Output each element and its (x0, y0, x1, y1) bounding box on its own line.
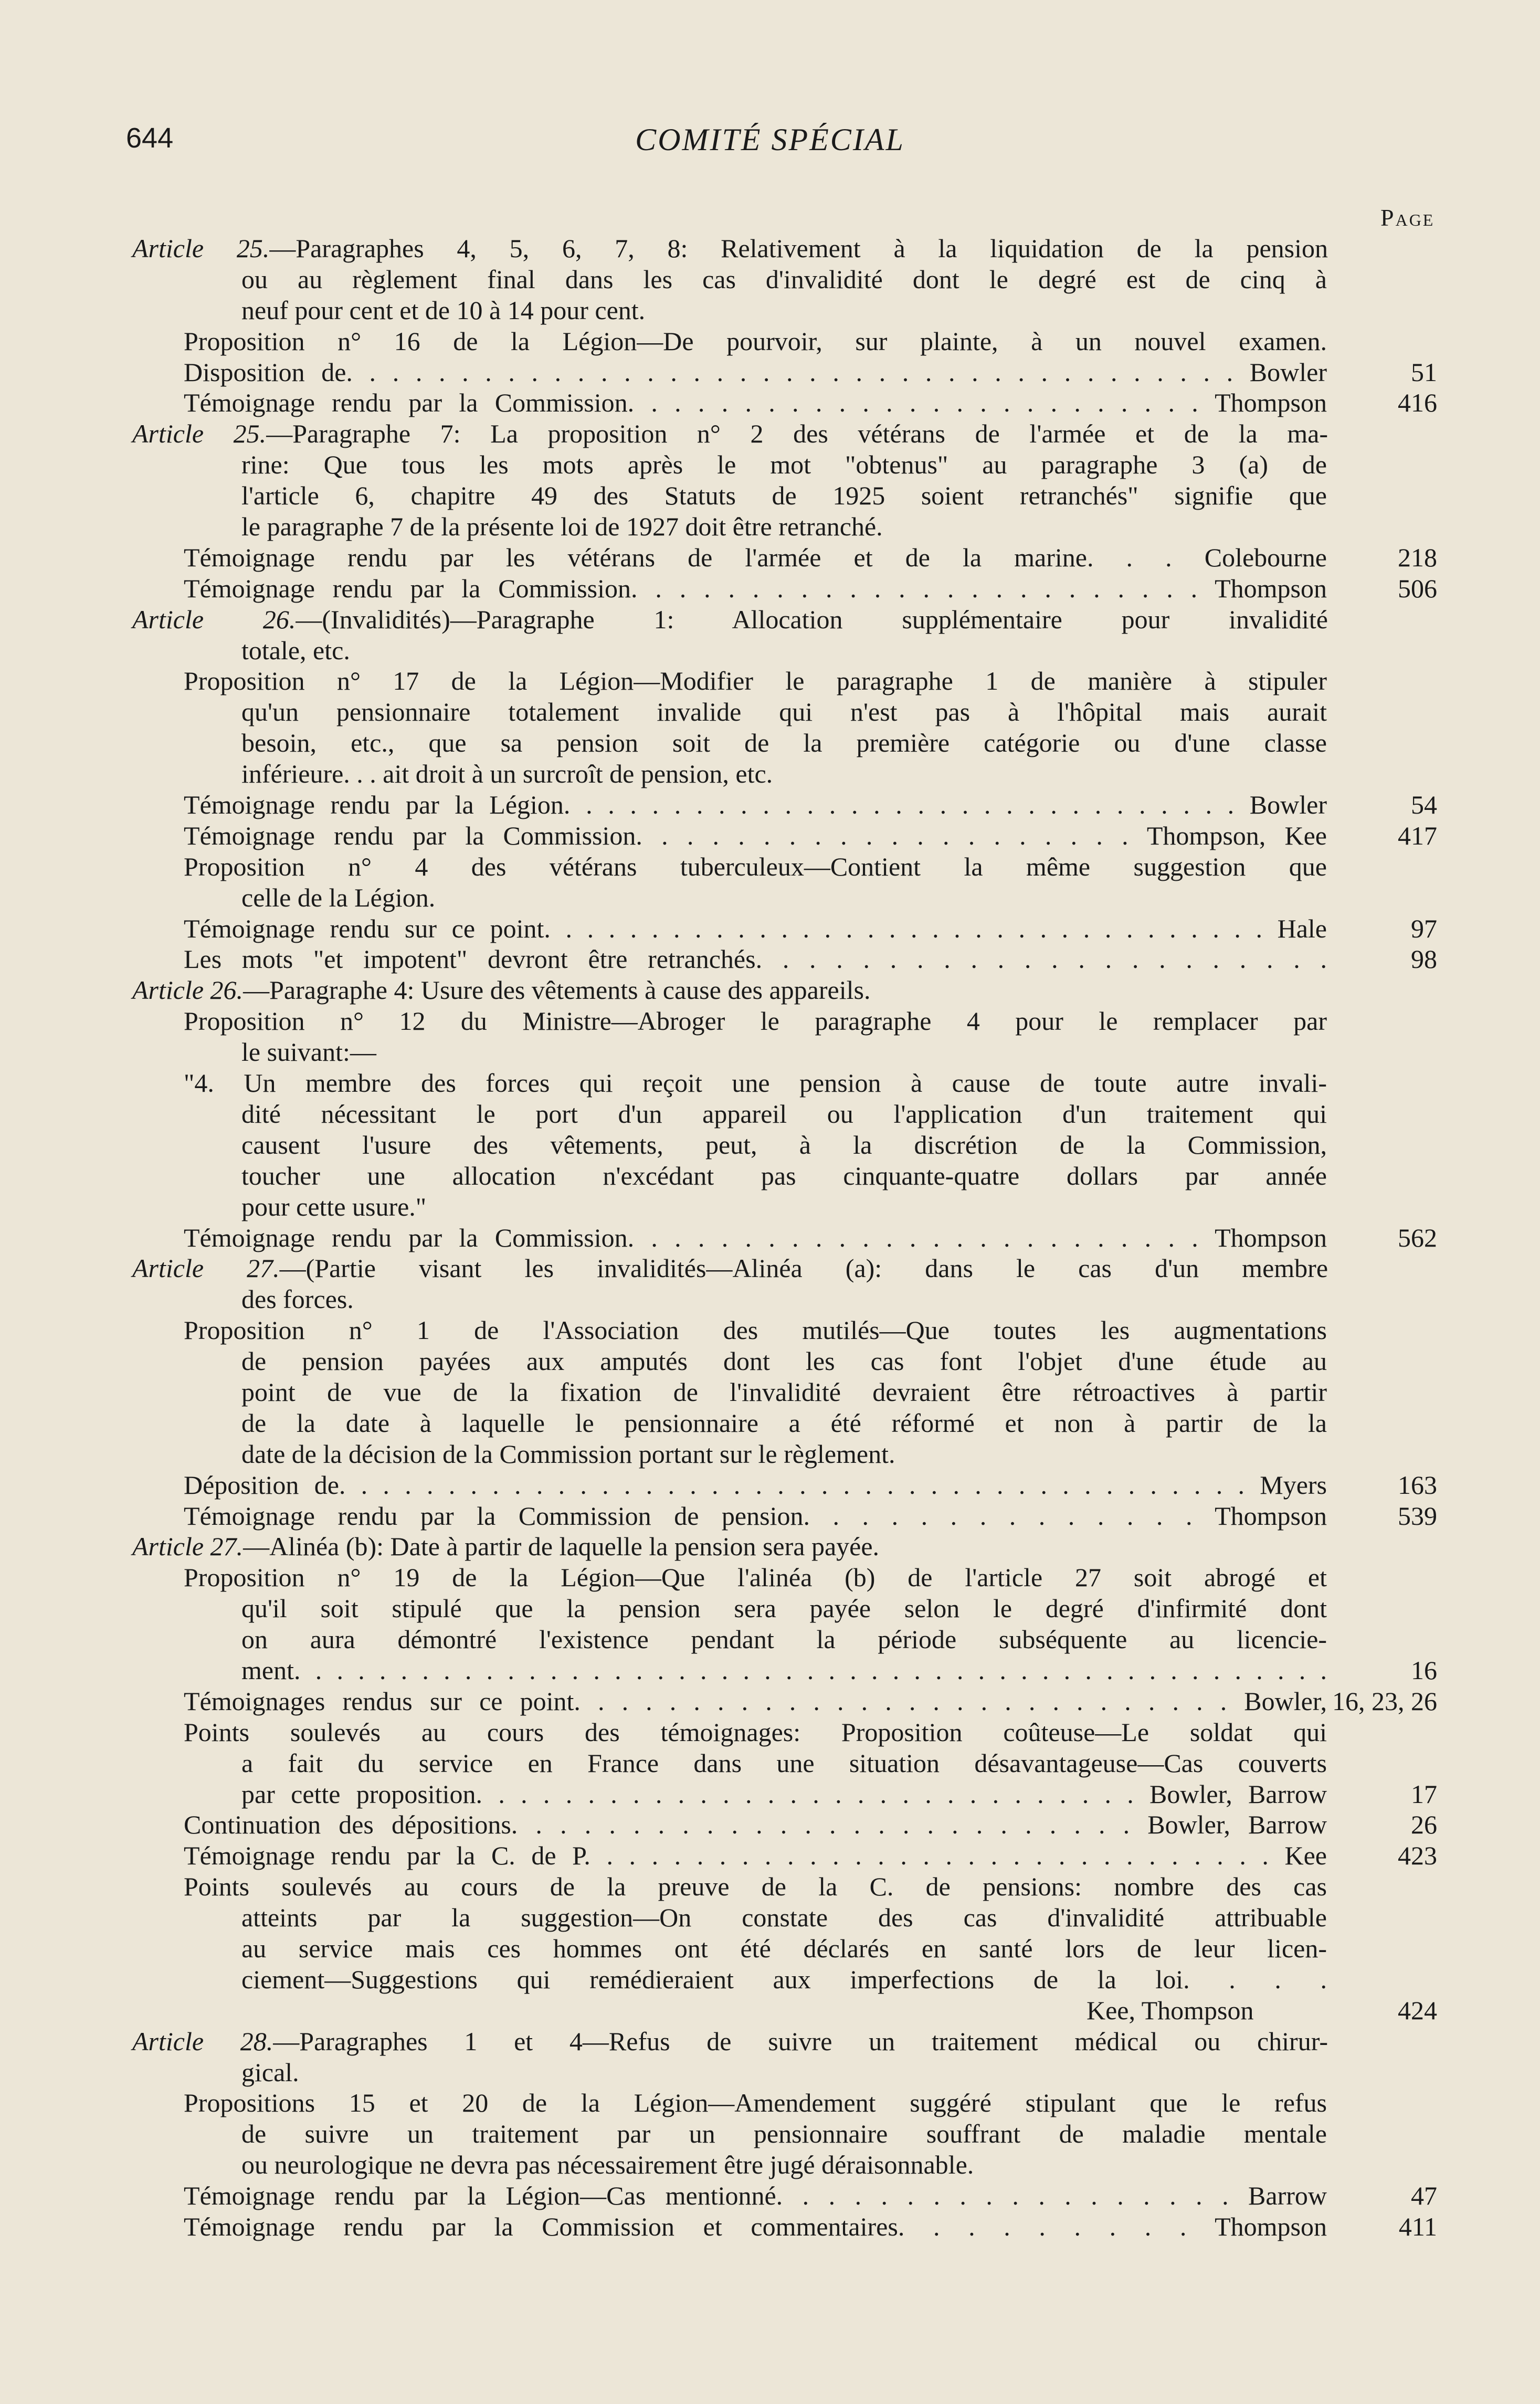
index-line (0, 1840, 1540, 1871)
page-reference: 97 (1411, 913, 1437, 943)
entry-text: "4. Un membre des forces qui reçoit une pension à cause de toute autre invali- (184, 1068, 1327, 1098)
index-line (0, 1748, 1540, 1779)
index-line-text (241, 1655, 1327, 1686)
page-reference: 411 (1398, 2212, 1437, 2241)
index-line (0, 1501, 1540, 1532)
index-line-text (132, 418, 1328, 449)
index-line (0, 1408, 1540, 1439)
index-line (0, 387, 1540, 418)
index-line (0, 1377, 1540, 1408)
page-reference: 539 (1398, 1501, 1437, 1531)
index-line-text (184, 851, 1327, 882)
index-line-text (241, 295, 645, 326)
entry-text: le paragraphe 7 de la présente loi de 1927 doit être retranché. (241, 512, 883, 542)
index-line-text (241, 1161, 1327, 1192)
entry-text: inférieure. . . ait droit à un surcroît de pension, etc. (241, 759, 773, 789)
index-line-text (241, 1779, 1327, 1810)
article-heading: Article 25. (132, 234, 270, 263)
index-line (0, 1779, 1540, 1810)
index-line (0, 1037, 1540, 1068)
index-line (0, 233, 1540, 264)
index-line (0, 1933, 1540, 1964)
index-line (0, 1562, 1540, 1593)
index-line-text (184, 820, 1327, 851)
index-line (0, 697, 1540, 727)
index-line-text (241, 2118, 1327, 2149)
index-line-text (184, 387, 1327, 418)
entry-text: Déposition de. . . . . . . . . . . . . . . . . . . . . . . . . . . . . . . . . . . . . . . . . . Myers (184, 1470, 1327, 1500)
index-line-text (184, 357, 1327, 388)
page-reference: 98 (1411, 944, 1437, 974)
index-line-text (241, 1130, 1327, 1161)
index-line (0, 1686, 1540, 1717)
index-line (0, 1130, 1540, 1161)
index-line (0, 295, 1540, 326)
index-line (0, 2087, 1540, 2118)
index-line-text (241, 1037, 376, 1068)
index-line-text (241, 758, 773, 789)
entry-text: Proposition n° 17 de la Légion—Modifier le paragraphe 1 de manière à stipuler (184, 666, 1327, 696)
index-line (0, 944, 1540, 975)
page-reference: 424 (1398, 1995, 1437, 2025)
index-line (0, 1439, 1540, 1470)
index-line (0, 1253, 1540, 1284)
index-line (0, 573, 1540, 604)
entry-text: Témoignage rendu par la Légion. . . . . . . . . . . . . . . . . . . . . . . . . . . . . . . Bowler (184, 790, 1327, 820)
entry-text: des forces. (241, 1284, 354, 1314)
index-line (0, 975, 1540, 1006)
article-heading: Article 28. (132, 2026, 273, 2056)
entry-text: point de vue de la fixation de l'invalidité devraient être rétroactives à partir (241, 1377, 1327, 1407)
index-line-text (184, 326, 1327, 357)
index-line-text (132, 1531, 879, 1562)
index-line-text (184, 666, 1327, 697)
entry-text: ciement—Suggestions qui remédieraient aux imperfections de la loi. . . . (241, 1964, 1327, 1994)
entry-text: Proposition n° 1 de l'Association des mutilés—Que toutes les augmentations (184, 1315, 1327, 1345)
index-line (0, 2149, 1540, 2180)
page-reference: 423 (1398, 1841, 1437, 1871)
index-line (0, 542, 1540, 573)
index-line (0, 1902, 1540, 1933)
index-line-text (184, 2087, 1327, 2118)
entry-text: Points soulevés au cours des témoignages: Proposition coûteuse—Le soldat qui (184, 1717, 1327, 1747)
entry-text: Témoignage rendu par la Commission. . . . . . . . . . . . . . . . . . . . . . . . . Thompson (184, 388, 1327, 418)
index-line (0, 727, 1540, 758)
entry-text: gical. (241, 2057, 299, 2087)
entry-text: qu'un pensionnaire totalement invalide qui n'est pas à l'hôpital mais aurait (241, 697, 1327, 727)
index-line-text (184, 1871, 1327, 1902)
index-line (0, 1222, 1540, 1253)
entry-text: Points soulevés au cours de la preuve de la C. de pensions: nombre des cas (184, 1872, 1327, 1902)
entry-text: Proposition n° 19 de la Légion—Que l'alinéa (b) de l'article 27 soit abrogé et (184, 1563, 1327, 1593)
page-reference: 51 (1411, 357, 1437, 387)
index-line-text (241, 882, 435, 913)
page-reference: 417 (1398, 820, 1437, 850)
index-line-text (241, 697, 1327, 727)
page-reference: 218 (1398, 542, 1437, 572)
entry-text: de la date à laquelle le pensionnaire a été réformé et non à partir de la (241, 1408, 1327, 1438)
page-reference: 506 (1398, 573, 1437, 603)
index-line-text (184, 1006, 1327, 1037)
entry-text: Propositions 15 et 20 de la Légion—Amendement suggéré stipulant que le refus (184, 2088, 1327, 2118)
index-line (0, 418, 1540, 449)
index-line (0, 851, 1540, 882)
index-line-text (184, 1717, 1327, 1748)
page-reference: 16 (1411, 1655, 1437, 1685)
entry-text: dité nécessitant le port d'un appareil ou l'application d'un traitement qui (241, 1099, 1327, 1129)
entry-text: Proposition n° 12 du Ministre—Abroger le paragraphe 4 pour le remplacer par (184, 1006, 1327, 1036)
running-title: COMITÉ SPÉCIAL (635, 122, 905, 157)
page-reference: 163 (1398, 1470, 1437, 1500)
entry-text: neuf pour cent et de 10 à 14 pour cent. (241, 295, 646, 325)
index-line-text (184, 1562, 1327, 1593)
index-line-text (241, 1377, 1327, 1408)
entry-text: de pension payées aux amputés dont les cas font l'objet d'une étude au (241, 1346, 1327, 1376)
entry-text: Témoignage rendu par la Commission et commentaires. . . . . . . . . Thompson (184, 2212, 1327, 2241)
index-line (0, 882, 1540, 913)
entry-text: Continuation des dépositions. . . . . . . . . . . . . . . . . . . . . . . . . . Bowler, Barrow (184, 1810, 1327, 1840)
page-reference: 416 (1398, 388, 1437, 418)
index-line-text (241, 1408, 1327, 1439)
entry-text: rine: Que tous les mots après le mot "obtenus" au paragraphe 3 (a) de (241, 450, 1327, 480)
index-line-text (184, 2180, 1327, 2211)
index-line-text (241, 1439, 895, 1470)
index-line (0, 1470, 1540, 1501)
index-line (0, 1346, 1540, 1377)
index-line (0, 2026, 1540, 2057)
index-line-text (132, 975, 870, 1006)
page-column-heading: Page (1380, 204, 1435, 231)
entry-text: Témoignage rendu par la Commission. . . . . . . . . . . . . . . . . . . . . . . . Thompson (184, 573, 1327, 603)
entry-text: Témoignage rendu par la Commission de pension. . . . . . . . . . . . . . Thompson (184, 1501, 1327, 1531)
index-entries (0, 233, 1540, 2242)
index-line (0, 1161, 1540, 1192)
entry-text: —Paragraphes 1 et 4—Refus de suivre un traitement médical ou chirur- (273, 2026, 1328, 2056)
index-line-text (241, 449, 1327, 480)
index-line-text (241, 1192, 426, 1222)
index-line-text (184, 542, 1327, 573)
index-line (0, 1284, 1540, 1315)
article-heading: Article 26. (132, 975, 244, 1005)
entry-text: Témoignage rendu par la C. de P. . . . . . . . . . . . . . . . . . . . . . . . . . . . . . . Kee (184, 1841, 1327, 1871)
index-line-text (184, 789, 1327, 820)
article-heading: Article 27. (132, 1532, 244, 1562)
index-line (0, 1717, 1540, 1748)
index-line (0, 264, 1540, 295)
article-heading: Article 27. (132, 1253, 280, 1283)
index-line-text (241, 2149, 974, 2180)
index-line-text (132, 1253, 1328, 1284)
page-reference: 17 (1411, 1779, 1437, 1809)
index-line (0, 666, 1540, 697)
index-line-text (132, 233, 1328, 264)
entry-text: atteints par la suggestion—On constate des cas d'invalidité attribuable (241, 1903, 1327, 1933)
entry-text: celle de la Légion. (241, 882, 436, 912)
index-line-text (241, 1933, 1327, 1964)
index-line-text (241, 1593, 1327, 1624)
index-line (0, 1964, 1540, 1995)
index-line (0, 2057, 1540, 2088)
entry-text: Témoignage rendu par la Légion—Cas mentionné. . . . . . . . . . . . . . . . . . Barrow (184, 2181, 1327, 2211)
index-line-text (241, 2057, 299, 2088)
entry-text: ou au règlement final dans les cas d'invalidité dont le degré est de cinq à (241, 264, 1327, 294)
entry-text: par cette proposition. . . . . . . . . . . . . . . . . . . . . . . . . . . . . . Bowler, Barrow (241, 1779, 1327, 1809)
index-line-text (184, 913, 1327, 944)
index-line-text (184, 1222, 1327, 1253)
entry-text: Témoignages rendus sur ce point. . . . . . . . . . . . . . . . . . . . . . . . . . . . Bowler, (184, 1686, 1327, 1716)
entry-text: de suivre un traitement par un pensionnaire souffrant de maladie mentale (241, 2119, 1327, 2149)
index-line (0, 480, 1540, 511)
page-reference: 47 (1411, 2181, 1437, 2211)
entry-text: Témoignage rendu par la Commission. . . . . . . . . . . . . . . . . . . . . . . . . Thompson (184, 1222, 1327, 1252)
index-line-text (184, 1840, 1327, 1871)
index-line (0, 1995, 1540, 2026)
index-line-text (184, 1501, 1327, 1532)
page-reference: 562 (1398, 1222, 1437, 1252)
index-line-text (241, 264, 1327, 295)
index-line (0, 1531, 1540, 1562)
entry-text: qu'il soit stipulé que la pension sera payée selon le degré d'infirmité dont (241, 1594, 1327, 1623)
index-line-text (1087, 1995, 1253, 2026)
entry-text: Témoignage rendu par les vétérans de l'armée et de la marine. . . Colebourne (184, 542, 1327, 572)
index-line (0, 1624, 1540, 1655)
entry-text: totale, etc. (241, 635, 350, 665)
entry-text: Proposition n° 16 de la Légion—De pourvoir, sur plainte, à un nouvel examen. (184, 326, 1327, 356)
index-line (0, 357, 1540, 388)
index-line-text (184, 1809, 1327, 1840)
entry-text: Proposition n° 4 des vétérans tuberculeux—Contient la même suggestion que (184, 851, 1327, 881)
index-line (0, 635, 1540, 666)
entry-text: —Paragraphe 7: La proposition n° 2 des vétérans de l'armée et de la ma- (266, 419, 1328, 449)
page-reference: 54 (1411, 790, 1437, 820)
entry-text: Témoignage rendu sur ce point. . . . . . . . . . . . . . . . . . . . . . . . . . . . . . . . . . Hale (184, 913, 1327, 943)
index-line (0, 2118, 1540, 2149)
page-number: 644 (126, 122, 174, 154)
index-line (0, 326, 1540, 357)
index-line-text (132, 2026, 1328, 2057)
entry-text: causent l'usure des vêtements, peut, à la discrétion de la Commission, (241, 1130, 1327, 1159)
index-line-text (184, 1686, 1327, 1717)
entry-text: le suivant:— (241, 1037, 376, 1067)
index-line-text (241, 1902, 1327, 1933)
index-line (0, 1809, 1540, 1840)
index-line-text (241, 1748, 1327, 1779)
article-heading: Article 25. (132, 419, 267, 449)
article-heading: Article 26. (132, 604, 296, 634)
index-line (0, 1871, 1540, 1902)
index-line-text (184, 944, 1327, 975)
index-line-text (184, 1068, 1327, 1099)
index-line-text (241, 1284, 354, 1315)
index-line-text (184, 1315, 1327, 1346)
index-line (0, 1655, 1540, 1686)
index-line-text (241, 1964, 1327, 1995)
entry-text: —(Invalidités)—Paragraphe 1: Allocation supplémentaire pour invalidité (296, 604, 1328, 634)
index-line (0, 1315, 1540, 1346)
index-line-text (241, 480, 1327, 511)
index-line-text (241, 635, 350, 666)
entry-text: on aura démontré l'existence pendant la période subséquente au licencie- (241, 1625, 1327, 1654)
index-line (0, 449, 1540, 480)
entry-text: ment. . . . . . . . . . . . . . . . . . . . . . . . . . . . . . . . . . . . . . . . . . . . . . . . . (241, 1655, 1327, 1685)
index-line-text (132, 604, 1328, 635)
index-line (0, 1068, 1540, 1099)
index-line (0, 511, 1540, 542)
entry-text: pour cette usure." (241, 1192, 427, 1221)
index-line-text (241, 1346, 1327, 1377)
index-line-text (241, 511, 883, 542)
page-reference: 26 (1411, 1810, 1437, 1840)
index-line (0, 1192, 1540, 1222)
entry-text: —(Partie visant les invalidités—Alinéa (a): dans le cas d'un membre (279, 1253, 1328, 1283)
index-line-text (184, 573, 1327, 604)
index-line-text (241, 727, 1327, 758)
index-line (0, 1593, 1540, 1624)
entry-text: date de la décision de la Commission portant sur le règlement. (241, 1439, 895, 1469)
index-line (0, 820, 1540, 851)
entry-text: toucher une allocation n'excédant pas cinquante-quatre dollars par année (241, 1161, 1327, 1190)
entry-text: Témoignage rendu par la Commission. . . . . . . . . . . . . . . . . . . . Thompson, Kee (184, 820, 1327, 850)
index-line-text (184, 2211, 1327, 2242)
entry-text: Les mots "et impotent" devront être retranchés. . . . . . . . . . . . . . . . . . . . . . (184, 944, 1327, 974)
index-line (0, 758, 1540, 789)
entry-text: —Paragraphes 4, 5, 6, 7, 8: Relativement à la liquidation de la pension (269, 234, 1328, 263)
entry-text: l'article 6, chapitre 49 des Statuts de 1925 soient retranchés" signifie que (241, 481, 1327, 511)
index-line (0, 789, 1540, 820)
entry-text: ou neurologique ne devra pas nécessairement être jugé déraisonnable. (241, 2150, 974, 2180)
index-line-text (184, 1470, 1327, 1501)
index-line-text (241, 1624, 1327, 1655)
entry-text: —Alinéa (b): Date à partir de laquelle la pension sera payée. (243, 1532, 880, 1562)
index-line (0, 913, 1540, 944)
index-line (0, 1006, 1540, 1037)
entry-text: au service mais ces hommes ont été déclarés en santé lors de leur licen- (241, 1933, 1327, 1963)
index-line (0, 2180, 1540, 2211)
entry-text: besoin, etc., que sa pension soit de la première catégorie ou d'une classe (241, 728, 1327, 758)
index-line (0, 2211, 1540, 2242)
index-line (0, 1099, 1540, 1130)
entry-text: a fait du service en France dans une situation désavantageuse—Cas couverts (241, 1748, 1327, 1778)
page-reference: 16, 23, 26 (1332, 1686, 1437, 1716)
index-line (0, 604, 1540, 635)
entry-text: Disposition de. . . . . . . . . . . . . . . . . . . . . . . . . . . . . . . . . . . . . . . Bowler (184, 357, 1327, 387)
entry-text: —Paragraphe 4: Usure des vêtements à cause des appareils. (243, 975, 871, 1005)
index-line-text (241, 1099, 1327, 1130)
entry-text: Kee, Thompson (1087, 1995, 1254, 2025)
